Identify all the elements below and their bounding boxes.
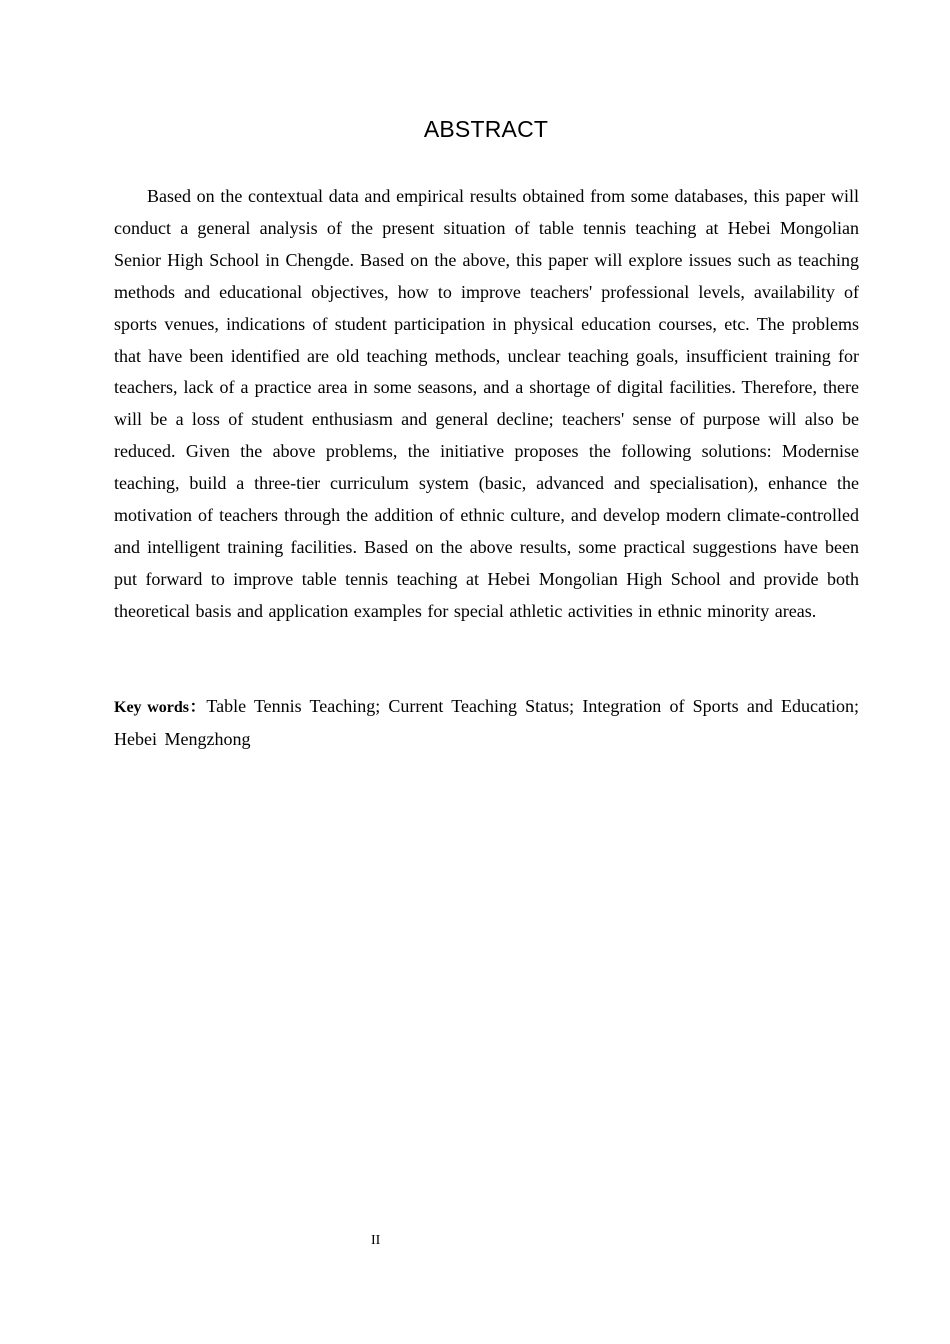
abstract-body: Based on the contextual data and empirical results obtained from some databases, this paper will conduct a general analysis of the present situation of table tennis teaching at Hebei Mongolian Senior High School in Chengde. Based on the above, this paper will explore issues such as teaching methods and educational objectives, how to improve teachers' professional levels, availability of sports venues, indications of student participation in physical education courses, etc. The problems that have been identified are old teaching methods, unclear teaching goals, insufficient training for teachers, lack of a practice area in some seasons, and a shortage of digital facilities. Therefore, there will be a loss of student enthusiasm and general decline; teachers' sense of purpose will also be reduced. Given the above problems, the initiative proposes the following solutions: Modernise teaching, build a three-tier curriculum system (basic, advanced and specialisation), enhance the motivation of teachers through the addition of ethnic culture, and develop modern climate-controlled and intelligent training facilities. Based on the above results, some practical suggestions have been put forward to improve table tennis teaching at Hebei Mongolian High School and provide both theoretical basis and application examples for special athletic activities in ethnic minority areas. bbox=[114, 186, 859, 621]
keywords-label: Key words： bbox=[114, 699, 207, 716]
keywords-line bbox=[114, 691, 859, 756]
abstract-title: ABSTRACT bbox=[423, 116, 549, 142]
page-number: II bbox=[371, 1233, 381, 1248]
keywords-text: Table Tennis Teaching; Current Teaching Status; Integration of Sports and Education; Hebei Mengzhong bbox=[114, 696, 859, 749]
